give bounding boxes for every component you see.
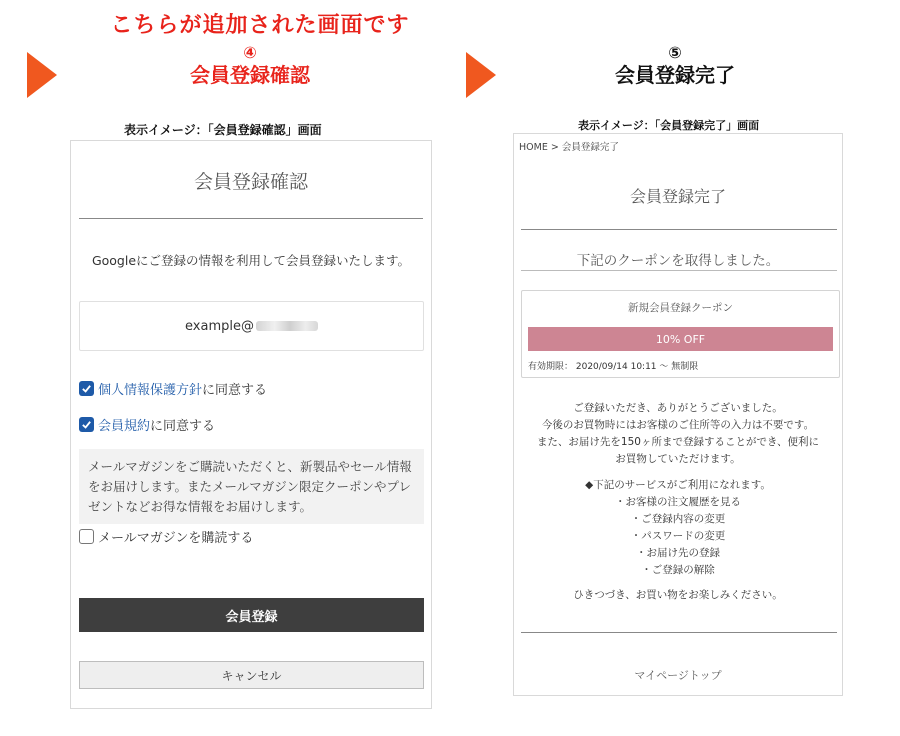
step-number: ④ [243,43,257,62]
divider [521,229,837,230]
page-title: 会員登録確認 [193,171,308,193]
services-list [514,477,842,579]
step-4-heading [140,44,360,88]
screen-caption: 表示イメージ：「会員登録完了」画面 [578,119,760,132]
closing-message: ひきつづき、お買い物をお楽しみください。 [573,589,783,601]
cancel-button[interactable]: キャンセル [79,661,424,689]
message-line: また、お届け先を150ヶ所まで登録することができ、便利に [536,436,820,448]
added-screen-banner: こちらが追加された画面です [110,13,410,38]
page-title: 会員登録完了 [629,187,726,206]
intro-text: Googleにご登録の情報を利用して会員登録いたします。 [91,253,411,268]
step-title: 会員登録確認 [190,63,310,87]
email-redacted [256,321,318,331]
list-item: ・ご登録内容の変更 [630,513,726,525]
privacy-consent-checkbox[interactable] [79,379,267,398]
mypage-top-link[interactable]: マイページトップ [634,669,722,682]
arrow-right-icon [27,52,57,98]
newsletter-checkbox[interactable] [79,527,253,546]
divider [79,218,423,219]
thank-you-message [514,400,842,468]
list-item: ・お客様の注文履歴を見る [615,496,741,508]
newsletter-label: メールマガジンを購読する [98,531,254,546]
coupon-expiry: 有効期限： 2020/09/14 10:11 〜 無制限 [528,362,699,372]
coupon-title: 新規会員登録クーポン [628,302,733,314]
divider [521,270,837,271]
coupon-discount: 10% OFF [528,327,833,351]
services-heading: ◆下記のサービスがご利用になれます。 [585,479,771,491]
message-line: お買物していただけます。 [615,453,741,465]
message-line: ご登録いただき、ありがとうございました。 [573,402,783,414]
checkbox-checked-icon[interactable] [79,417,94,432]
registration-complete-screen [513,133,843,696]
list-item: ・パスワードの変更 [630,530,726,542]
consent-label: に同意する [150,419,216,434]
newsletter-info: メールマガジンをご購読いただくと、新製品やセール情報をお届けします。またメールマガジン限定クーポンやプレゼントなどお得な情報をお届けします。 [79,449,424,524]
step-5-heading [565,44,785,88]
screen-caption: 表示イメージ：「会員登録確認」画面 [124,123,322,137]
checkbox-checked-icon[interactable] [79,381,94,396]
message-line: 今後のお買物時にはお客様のご住所等の入力は不要です。 [541,419,815,431]
list-item: ・お届け先の登録 [636,547,720,559]
email-value: example@ [185,318,254,334]
checkbox-unchecked-icon[interactable] [79,529,94,544]
arrow-right-icon [466,52,496,98]
register-button[interactable]: 会員登録 [79,598,424,632]
coupon-acquired-text: 下記のクーポンを取得しました。 [576,253,780,269]
registration-confirm-screen [70,140,432,709]
step-number: ⑤ [668,43,682,62]
list-item: ・ご登録の解除 [641,564,715,576]
member-terms-link[interactable]: 会員規約 [98,419,151,434]
breadcrumb[interactable]: HOME > 会員登録完了 [519,142,619,153]
consent-label: に同意する [202,383,268,398]
coupon-card [521,290,840,378]
divider [521,632,837,633]
privacy-policy-link[interactable]: 個人情報保護方針 [98,383,203,398]
step-title: 会員登録完了 [615,63,735,87]
email-field [79,301,424,351]
terms-consent-checkbox[interactable] [79,415,215,434]
